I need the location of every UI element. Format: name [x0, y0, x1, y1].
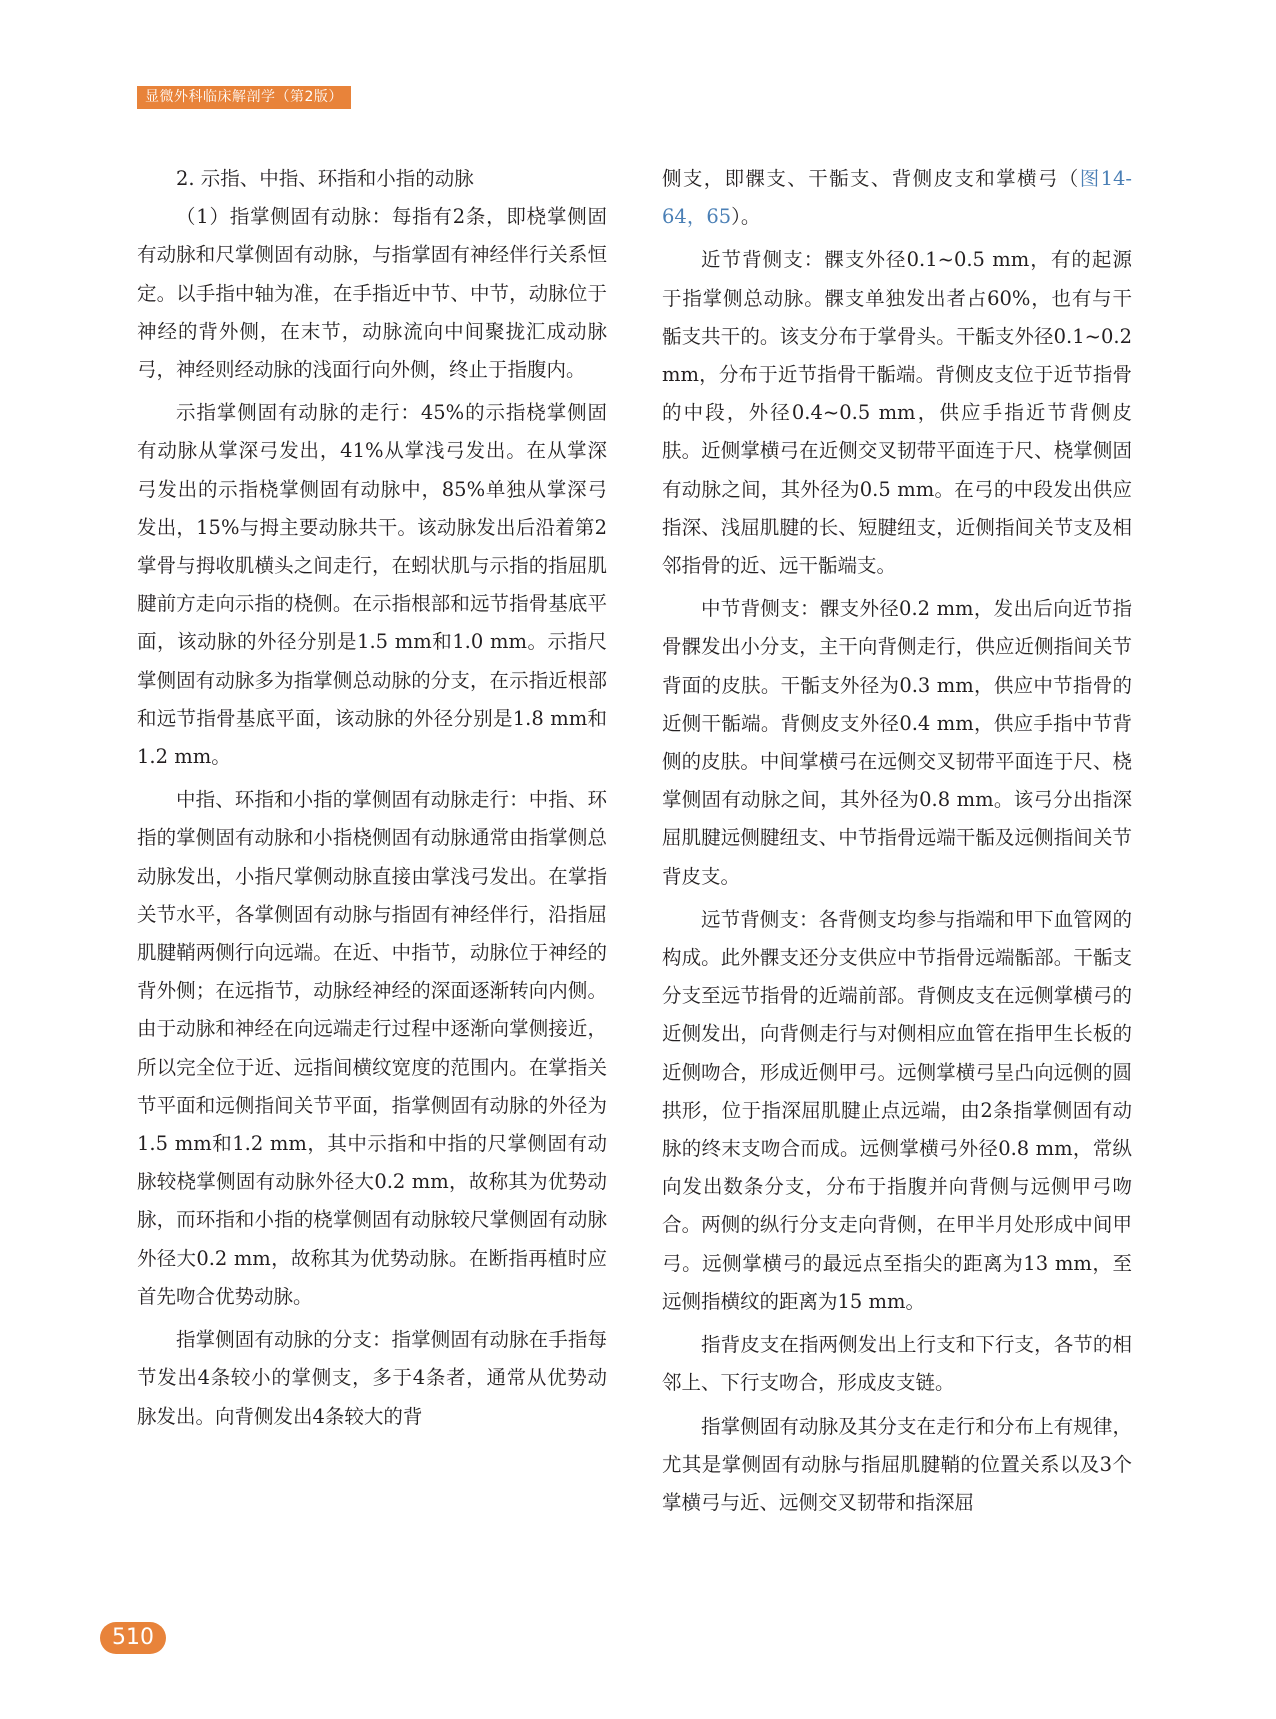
paragraph-index-finger-course: 示指掌侧固有动脉的走行：45%的示指桡掌侧固有动脉从掌深弓发出，41%从掌浅弓发出。在从掌深弓发出的示指桡掌侧固有动脉中，85%单独从掌深弓发出，15%与拇主要动脉共干。该动脉发出后沿着第2掌骨与拇收肌横头之间走行，在蚓状肌与示指的指屈肌腱前方走向示指的桡侧。在示指根部和远节指骨基底平面，该动脉的外径分别是1.5 mm和1.0 mm。示指尺掌侧固有动脉多为指掌侧总动脉的分支，在示指近根部和远节指骨基底平面，该动脉的外径分别是1.8 mm和1.2 mm。 — [137, 401, 607, 769]
paragraph-continuation — [662, 160, 1132, 236]
continuation-text: 侧支，即髁支、干骺支、背侧皮支和掌横弓（ — [662, 167, 1080, 190]
page-number-badge: 510 — [100, 1622, 166, 1654]
figure-reference-link[interactable]: 图14-64，65 — [662, 167, 1132, 229]
section-heading: 2. 示指、中指、环指和小指的动脉 — [176, 167, 474, 190]
paragraph-digital-arteries: （1）指掌侧固有动脉：每指有2条，即桡掌侧固有动脉和尺掌侧固有动脉，与指掌固有神经伴行关系恒定。以手指中轴为准，在手指近中节、中节，动脉位于神经的背外侧，在末节，动脉流向中间聚拢汇成动脉弓，神经则经动脉的浅面行向外侧，终止于指腹内。 — [137, 205, 607, 382]
running-header: 显微外科临床解剖学（第2版） — [137, 86, 351, 109]
paragraph-distal-dorsal: 远节背侧支：各背侧支均参与指端和甲下血管网的构成。此外髁支还分支供应中节指骨远端骺部。干骺支分支至远节指骨的近端前部。背侧皮支在远侧掌横弓的近侧发出，向背侧走行与对侧相应血管在指甲生长板的近侧吻合，形成近侧甲弓。远侧掌横弓呈凸向远侧的圆拱形，位于指深屈肌腱止点远端，由2条指掌侧固有动脉的终末支吻合而成。远侧掌横弓外径0.8 mm，常纵向发出数条分支，分布于指腹并向背侧与远侧甲弓吻合。两侧的纵行分支走向背侧，在甲半月处形成中间甲弓。远侧掌横弓的最远点至指尖的距离为13 mm，至远侧指横纹的距离为15 mm。 — [662, 907, 1132, 1313]
paragraph-middle-dorsal: 中节背侧支：髁支外径0.2 mm，发出后向近节指骨髁发出小分支，主干向背侧走行，供应近侧指间关节背面的皮肤。干骺支外径为0.3 mm，供应中节指骨的近侧干骺端。背侧皮支外径0.4 mm，供应手指中节背侧的皮肤。中间掌横弓在远侧交叉韧带平面连于尺、桡掌侧固有动脉之间，其外径为0.8 mm。该弓分出指深屈肌腱远侧腱纽支、中节指骨远端干骺及远侧指间关节背皮支。 — [662, 597, 1132, 888]
paragraph-dorsal-skin: 指背皮支在指两侧发出上行支和下行支，各节的相邻上、下行支吻合，形成皮支链。 — [662, 1333, 1132, 1395]
paragraph-proximal-dorsal: 近节背侧支：髁支外径0.1~0.5 mm，有的起源于指掌侧总动脉。髁支单独发出者占60%，也有与干骺支共干的。该支分布于掌骨头。干骺支外径0.1~0.2 mm，分布于近节指骨干骺端。背侧皮支位于近节指骨的中段，外径0.4~0.5 mm，供应手指近节背侧皮肤。近侧掌横弓在近侧交叉韧带平面连于尺、桡掌侧固有动脉之间，其外径为0.5 mm。在弓的中段发出供应指深、浅屈肌腱的长、短腱纽支，近侧指间关节支及相邻指骨的近、远干骺端支。 — [662, 248, 1132, 578]
right-column — [662, 160, 1132, 1527]
continuation-end: ）。 — [731, 205, 761, 229]
paragraph-branches: 指掌侧固有动脉的分支：指掌侧固有动脉在手指每节发出4条较小的掌侧支，多于4条者，通常从优势动脉发出。向背侧发出4条较大的背 — [137, 1328, 607, 1428]
paragraph-summary: 指掌侧固有动脉及其分支在走行和分布上有规律，尤其是掌侧固有动脉与指屈肌腱鞘的位置关系以及3个掌横弓与近、远侧交叉韧带和指深屈 — [662, 1414, 1132, 1514]
paragraph-middle-ring-little-course: 中指、环指和小指的掌侧固有动脉走行：中指、环指的掌侧固有动脉和小指桡侧固有动脉通常由指掌侧总动脉发出，小指尺掌侧动脉直接由掌浅弓发出。在掌指关节水平，各掌侧固有动脉与指固有神经伴行，沿指屈肌腱鞘两侧行向远端。在近、中指节，动脉位于神经的背外侧；在远指节，动脉经神经的深面逐渐转向内侧。由于动脉和神经在向远端走行过程中逐渐向掌侧接近，所以完全位于近、远指间横纹宽度的范围内。在掌指关节平面和远侧指间关节平面，指掌侧固有动脉的外径为1.5 mm和1.2 mm，其中示指和中指的尺掌侧固有动脉较桡掌侧固有动脉外径大0.2 mm，故称其为优势动脉，而环指和小指的桡掌侧固有动脉较尺掌侧固有动脉外径大0.2 mm，故称其为优势动脉。在断指再植时应首先吻合优势动脉。 — [137, 788, 607, 1308]
left-column — [137, 160, 607, 1441]
